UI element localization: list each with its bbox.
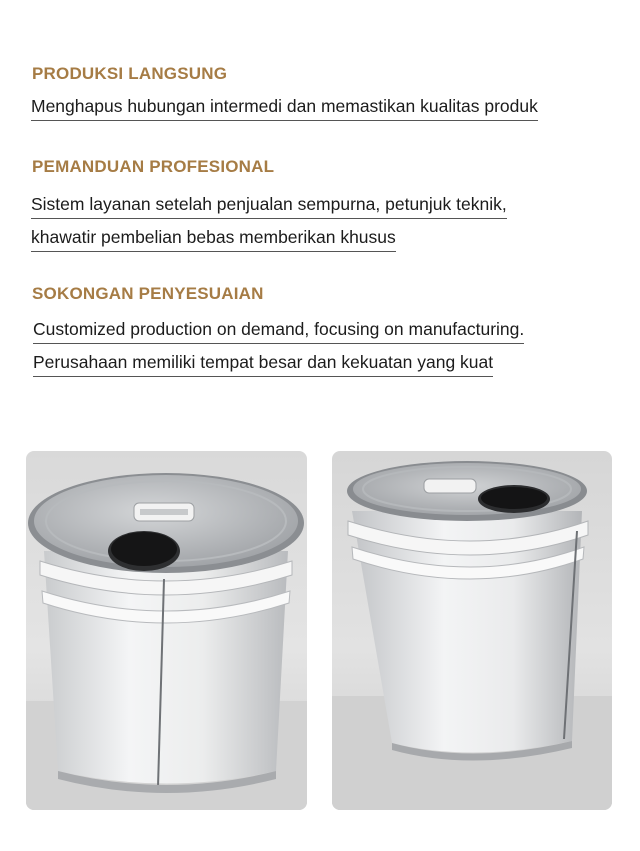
- metal-pail-side-photo: [332, 451, 612, 810]
- section-heading: SOKONGAN PENYESUAIAN: [32, 284, 264, 303]
- section-text-line: khawatir pembelian bebas memberikan khusus: [31, 227, 396, 252]
- section-heading: PRODUKSI LANGSUNG: [32, 64, 228, 83]
- section-heading: PEMANDUAN PROFESIONAL: [32, 157, 275, 176]
- section-text-line: Sistem layanan setelah penjualan sempurna, petunjuk teknik,: [31, 194, 507, 219]
- section-text-line: Menghapus hubungan intermedi dan memastikan kualitas produk: [31, 96, 538, 121]
- section-text-line: Perusahaan memiliki tempat besar dan kekuatan yang kuat: [33, 352, 493, 377]
- metal-pail-side-icon: [332, 451, 612, 810]
- metal-pail-front-photo: [26, 451, 307, 810]
- metal-pail-front-icon: [26, 451, 307, 810]
- section-text-line: Customized production on demand, focusing on manufacturing.: [33, 319, 524, 344]
